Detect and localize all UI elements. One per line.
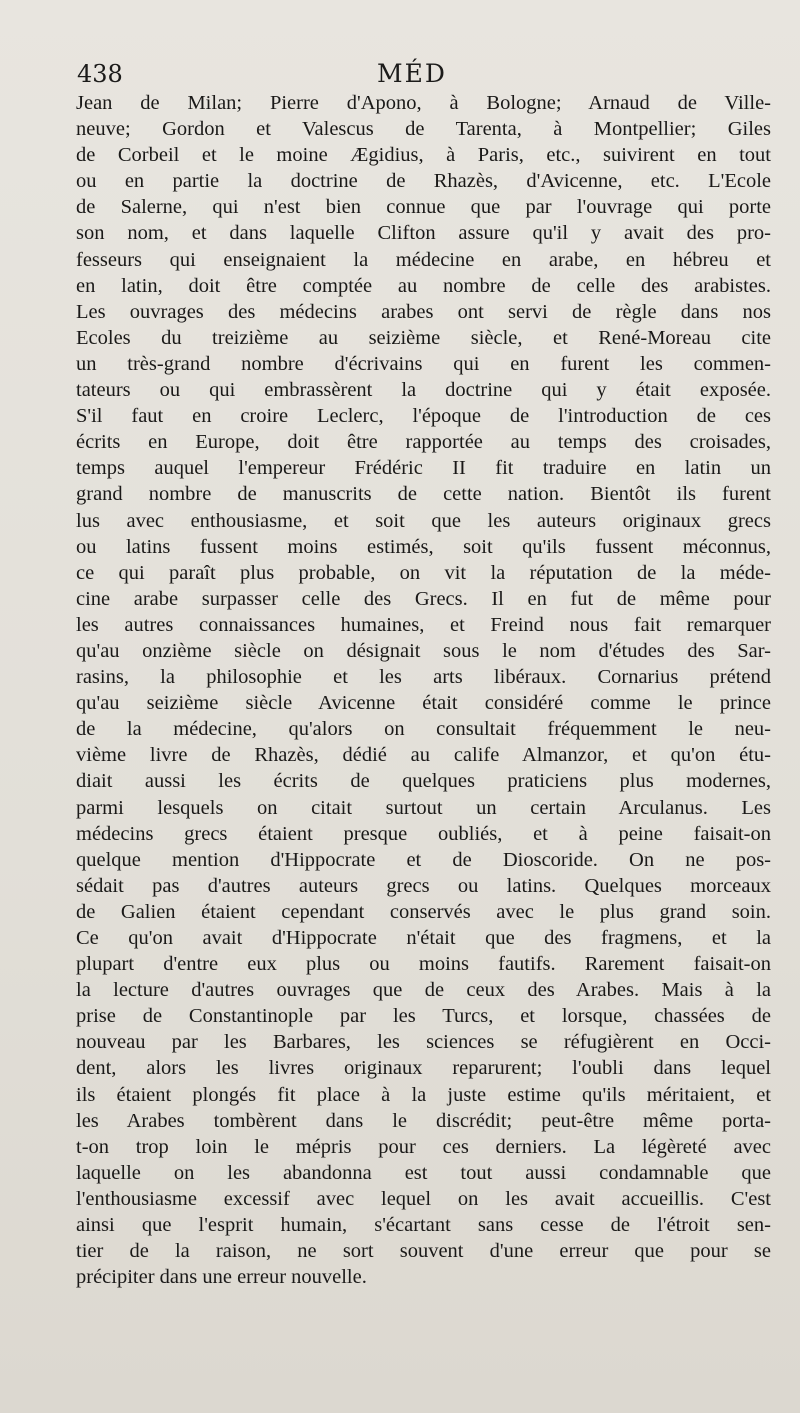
text-line: ainsi que l'esprit humain, s'écartant sans cesse de l'étroit sen-: [76, 1214, 771, 1237]
show-through-text: [470, 1258, 770, 1278]
text-line: Jean de Milan; Pierre d'Apono, à Bologne; Arnaud de Ville-: [76, 92, 771, 114]
text-line: son nom, et dans laquelle Clifton assure qu'il y avait des pro-: [76, 222, 771, 245]
text-line: diait aussi les écrits de quelques praticiens plus modernes,: [76, 770, 771, 793]
text-line: écrits en Europe, doit être rapportée au temps des croisades,: [76, 431, 771, 454]
text-line: Ce qu'on avait d'Hippocrate n'était que des fragmens, et la: [76, 927, 771, 949]
text-line: la lecture d'autres ouvrages que de ceux des Arabes. Mais à la: [76, 979, 771, 1002]
text-line: de Salerne, qui n'est bien connue que par l'ouvrage qui porte: [76, 196, 771, 219]
text-line: qu'au seizième siècle Avicenne était considéré comme le prince: [76, 692, 771, 715]
text-line: parmi lesquels on citait surtout un certain Arculanus. Les: [76, 796, 771, 819]
text-line: médecins grecs étaient presque oubliés, et à peine faisait-on: [76, 822, 771, 845]
text-line: fesseurs qui enseignaient la médecine en arabe, en hébreu et: [76, 248, 771, 271]
text-line: un très-grand nombre d'écrivains qui en furent les commen-: [76, 352, 771, 375]
text-line: rasins, la philosophie et les arts libéraux. Cornarius prétend: [76, 666, 771, 689]
text-line: neuve; Gordon et Valescus de Tarenta, à Montpellier; Giles: [76, 118, 771, 141]
text-line: ou en partie la doctrine de Rhazès, d'Avicenne, etc. L'Ecole: [76, 170, 771, 193]
text-line: prise de Constantinople par les Turcs, et lorsque, chassées de: [76, 1005, 771, 1028]
text-line: de Galien étaient cependant conservés avec le plus grand soin.: [76, 900, 771, 923]
text-line: ils étaient plongés fit place à la juste estime qu'ils méritaient, et: [76, 1083, 771, 1106]
text-line: de Corbeil et le moine Ægidius, à Paris, etc., suivirent en tout: [76, 144, 771, 167]
text-line: de la médecine, qu'alors on consultait fréquemment le neu-: [76, 718, 771, 741]
text-line: lus avec enthousiasme, et soit que les auteurs originaux grecs: [76, 509, 771, 532]
page-number: 438: [77, 60, 123, 88]
text-line: tier de la raison, ne sort souvent d'une erreur que pour se: [76, 1240, 771, 1263]
text-line: qu'au onzième siècle on désignait sous le nom d'études des Sar-: [76, 639, 771, 662]
text-line: dent, alors les livres originaux reparurent; l'oubli dans lequel: [76, 1057, 771, 1080]
text-line: précipiter dans une erreur nouvelle.: [76, 1266, 367, 1289]
text-line: les autres connaissances humaines, et Freind nous fait remarquer: [76, 613, 771, 636]
text-line: les Arabes tombèrent dans le discrédit; peut-être même porta-: [76, 1109, 771, 1132]
text-line: S'il faut en croire Leclerc, l'époque de l'introduction de ces: [76, 405, 771, 428]
text-line: t-on trop loin le mépris pour ces derniers. La légèreté avec: [76, 1135, 771, 1158]
text-line: sédait pas d'autres auteurs grecs ou latins. Quelques morceaux: [76, 874, 771, 897]
text-line: Les ouvrages des médecins arabes ont servi de règle dans nos: [76, 300, 771, 323]
text-line: tateurs ou qui embrassèrent la doctrine qui y était exposée.: [76, 379, 771, 402]
text-line: quelque mention d'Hippocrate et de Dioscoride. On ne pos-: [76, 848, 771, 871]
text-line: ou latins fussent moins estimés, soit qu'ils fussent méconnus,: [76, 535, 771, 558]
text-line: cine arabe surpasser celle des Grecs. Il en fut de même pour: [76, 587, 771, 610]
text-line: Ecoles du treizième au seizième siècle, et René-Moreau cite: [76, 326, 771, 349]
text-line: vième livre de Rhazès, dédié au calife Almanzor, et qu'on étu-: [76, 744, 771, 767]
text-line: l'enthousiasme excessif avec lequel on les avait accueillis. C'est: [76, 1187, 771, 1210]
running-head: MÉD: [377, 59, 447, 88]
page-header: [77, 58, 767, 90]
text-line: grand nombre de manuscrits de cette nation. Bientôt ils furent: [76, 483, 771, 506]
text-line: en latin, doit être comptée au nombre de celle des arabistes.: [76, 274, 771, 297]
text-line: laquelle on les abandonna est tout aussi condamnable que: [76, 1161, 771, 1184]
text-line: ce qui paraît plus probable, on vit la réputation de la méde-: [76, 561, 771, 584]
body-text: [76, 90, 771, 1290]
text-line: plupart d'entre eux plus ou moins fautifs. Rarement faisait-on: [76, 953, 771, 976]
text-line: nouveau par les Barbares, les sciences se réfugièrent en Occi-: [76, 1031, 771, 1054]
text-line: temps auquel l'empereur Frédéric II fit traduire en latin un: [76, 457, 771, 480]
